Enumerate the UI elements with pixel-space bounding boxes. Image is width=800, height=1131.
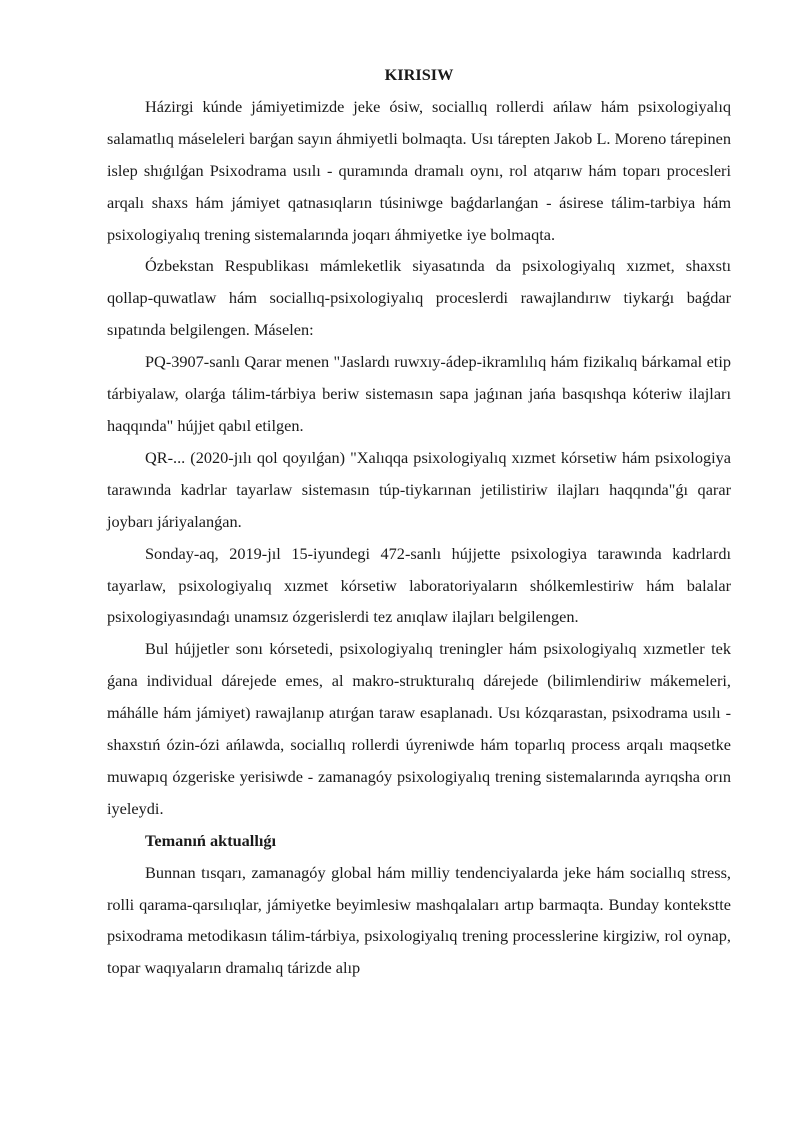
intro-paragraph-5: Sonday-aq, 2019-jıl 15-iyundegi 472-sanlı hújjette psixologiya tarawında kadrlardı tayarlaw, psixologiyalıq xızmet kórsetiw laboratoriyaların shólkemlestiriw hám balalar psixologiyasındaǵı unamsız ózgerislerdi tez anıqlaw ilajları belgilengen. (107, 543, 731, 627)
intro-paragraph-4: QR-... (2020-jılı qol qoyılǵan) "Xalıqqa psixologiyalıq xızmet kórsetiw hám psixologiya tarawında kadrlar tayarlaw sistemasın túp-tiykarınan jetilistiriw ilajları haqqında"ǵı qarar joybarı járiyalanǵan. (107, 447, 731, 531)
section-paragraph-1: Bunnan tısqarı, zamanagóy global hám milliy tendenciyalarda jeke hám sociallıq stress, rolli qarama-qarsılıqlar, jámiyetke beyimlesiw mashqalaları artıp barmaqta. Bunday kontekstte psixodrama metodikasın tálim-tárbiya, psixologiyalıq trening processlerine kirgiziw, rol oynap, topar waqıyaların dramalıq tárizde alıp (107, 862, 731, 978)
document-page (107, 59, 731, 984)
document-title: KIRISIW (384, 65, 454, 84)
intro-paragraph-2: Ózbekstan Respublikası mámleketlik siyasatında da psixologiyalıq xızmet, shaxstı qollap-quwatlaw hám sociallıq-psixologiyalıq proceslerdi rawajlandırıw tiykarǵı baǵdar sıpatında belgilengen. Máselen: (107, 256, 731, 340)
intro-paragraph-3: PQ-3907-sanlı Qarar menen "Jaslardı ruwxıy-ádep-ikramlılıq hám fizikalıq bárkamal etip tárbiyalaw, olarǵa tálim-tárbiya beriw sistemasın sapa jaǵınan jańa basqıshqa kóteriw ilajları haqqında" hújjet qabıl etilgen. (107, 352, 731, 435)
section-heading-relevance: Temanıń aktuallıǵı (145, 830, 277, 850)
intro-paragraph-6: Bul hújjetler sonı kórsetedi, psixologiyalıq treningler hám psixologiyalıq xızmetler tek ǵana individual dárejede emes, al makro-strukturalıq dárejede (bilimlendiriw mákemeleri, máhálle hám jámiyet) rawajlanıp atırǵan taraw esaplanadı. Usı kózqarastan, psixodrama usılı - shaxstıń ózin-ózi ańlawda, sociallıq rollerdi úyreniwde hám toparlıq process arqalı maqsetke muwapıq ózgeriske yerisiwde - zamanagóy psixologiyalıq trening sistemalarında ayrıqsha orın iyeleydi. (107, 639, 731, 818)
intro-paragraph-1: Házirgi kúnde jámiyetimizde jeke ósiw, sociallıq rollerdi ańlaw hám psixologiyalıq salamatlıq máseleleri barǵan sayın áhmiyetli bolmaqta. Usı tárepten Jakob L. Moreno tárepinen islep shıǵılǵan Psixodrama usılı - quramında dramalı oynı, rol atqarıw hám toparı procesleri arqalı shaxs hám jámiyet qatnasıqların túsiniwge baǵdarlanǵan - ásirese tálim-tarbiya hám psixologiyalıq trening sistemalarında joqarı áhmiyetke iye bolmaqta. (107, 96, 731, 244)
